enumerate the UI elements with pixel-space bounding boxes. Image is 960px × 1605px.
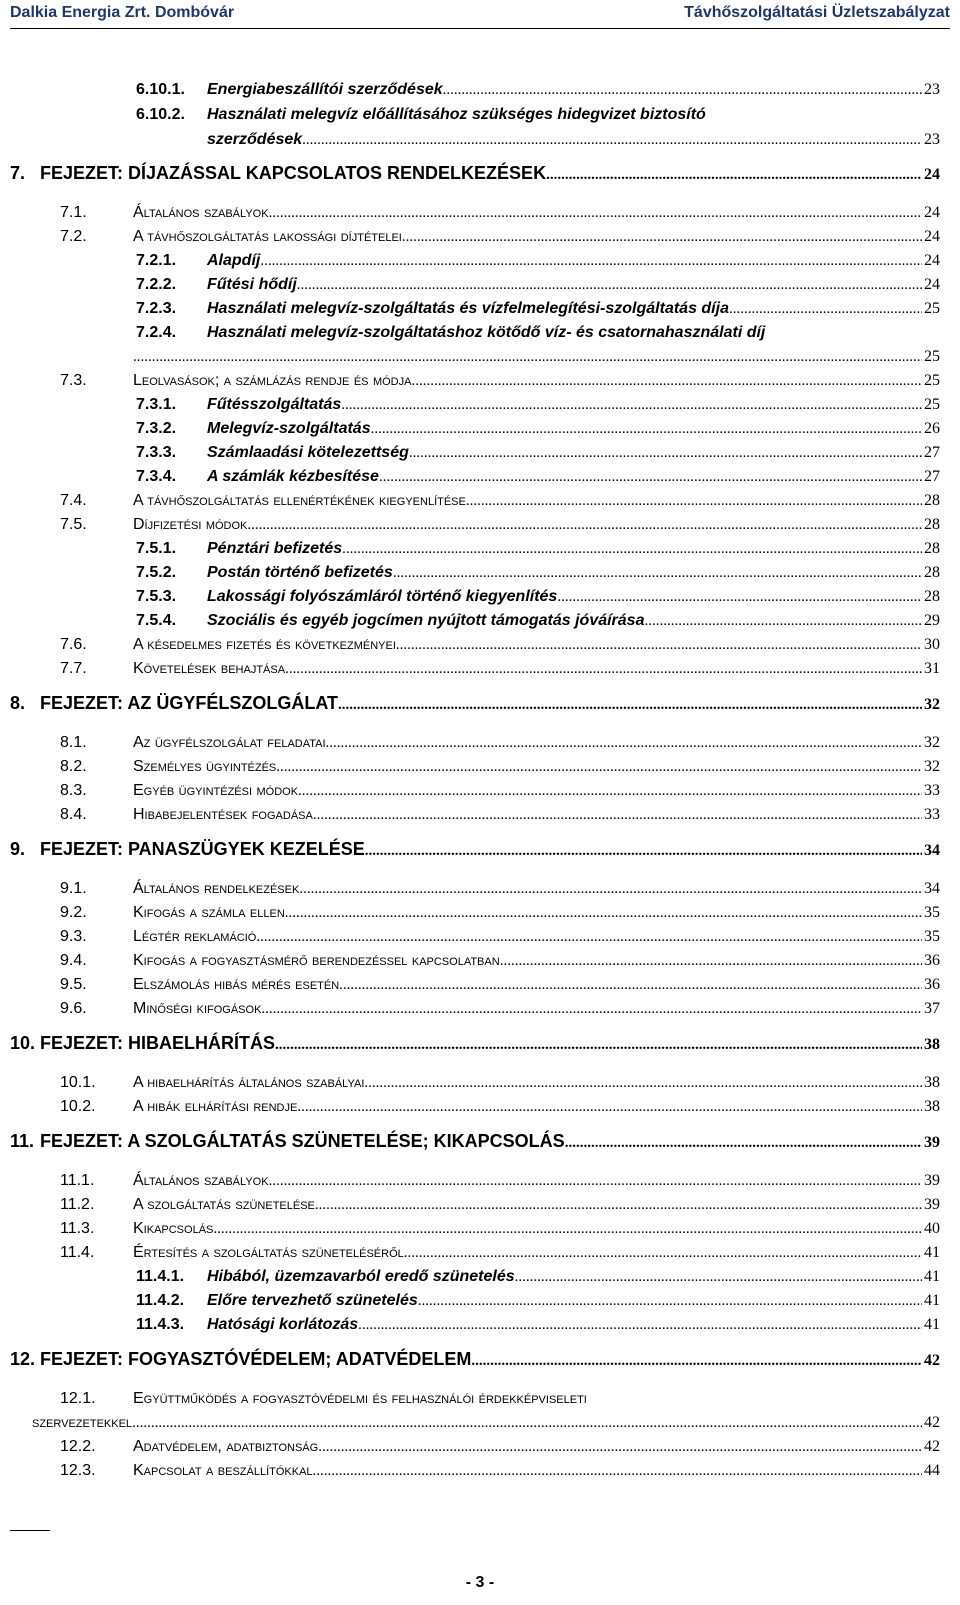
toc-entry-title: Számlaadási kötelezettség <box>207 444 409 461</box>
toc-page-number: 32 <box>924 734 940 751</box>
toc-page-number: 41 <box>924 1316 940 1333</box>
toc-page-number: 39 <box>924 1196 940 1213</box>
toc-page-number: 41 <box>924 1268 940 1285</box>
toc-entry[interactable] <box>0 901 960 925</box>
toc-dot-leader <box>269 1169 922 1193</box>
toc-entry[interactable] <box>0 925 960 949</box>
toc-page-number: 27 <box>924 444 940 461</box>
toc-entry-number: 7.2.4. <box>136 324 177 341</box>
toc-dot-leader <box>342 537 922 561</box>
toc-entry[interactable] <box>0 225 960 249</box>
toc-entry-title: Együttműködés a fogyasztóvédelmi és felhasználói érdekképviseleti <box>133 1390 587 1407</box>
toc-entry-number: 7.2. <box>60 228 87 245</box>
toc-entry[interactable] <box>0 691 960 715</box>
toc-entry-number: 11. <box>10 1131 35 1151</box>
toc-entry-number: 8.1. <box>60 734 87 751</box>
toc-page-number: 41 <box>924 1292 940 1309</box>
toc-entry[interactable] <box>0 1411 960 1435</box>
toc-entry-title: Légtér reklamáció <box>133 928 257 945</box>
toc-dot-leader <box>341 393 922 417</box>
toc-page-number: 32 <box>924 758 940 775</box>
toc-entry-title: Leolvasások; a számlázás rendje és módja <box>133 372 412 389</box>
toc-entry-title: Általános szabályok <box>133 1172 269 1189</box>
toc-page-number: 40 <box>924 1220 940 1237</box>
toc-dot-leader <box>269 201 922 225</box>
toc-page-number: 28 <box>924 564 940 581</box>
toc-entry-number: 7.7. <box>60 660 87 677</box>
toc-dot-leader <box>565 1131 922 1155</box>
toc-page-number: 25 <box>924 348 940 365</box>
toc-entry-number: 11.4.3. <box>136 1316 185 1333</box>
toc-dot-leader <box>298 779 922 803</box>
toc-entry-title: FEJEZET: FOGYASZTÓVÉDELEM; ADATVÉDELEM <box>40 1349 472 1369</box>
toc-dot-leader <box>299 877 922 901</box>
toc-entry-title: FEJEZET: AZ ÜGYFÉLSZOLGÁLAT <box>40 693 338 713</box>
toc-entry-number: 7.3.4. <box>136 468 177 485</box>
toc-entry[interactable] <box>0 561 960 585</box>
toc-page-number: 34 <box>924 880 940 897</box>
toc-entry-number: 10. <box>10 1033 36 1053</box>
header-company: Dalkia Energia Zrt. Dombóvár <box>10 4 235 21</box>
toc-dot-leader <box>318 1435 922 1459</box>
toc-entry-number: 7.5.2. <box>136 564 177 581</box>
toc-entry-title: Használati melegvíz előállításához szükséges hidegvizet biztosító <box>207 106 706 123</box>
toc-entry-number: 8.4. <box>60 806 87 823</box>
toc-entry[interactable] <box>0 78 960 102</box>
toc-entry-number: 8. <box>10 693 26 713</box>
header-document-title: Távhőszolgáltatási Üzletszabályzat <box>684 4 950 21</box>
toc-page-number: 25 <box>924 396 940 413</box>
toc-entry-number: 11.4. <box>60 1244 95 1261</box>
toc-entry-number: 9.4. <box>60 952 87 969</box>
toc-dot-leader <box>260 249 922 273</box>
toc-dot-leader <box>326 731 922 755</box>
toc-dot-leader <box>256 925 922 949</box>
toc-entry-number: 11.1. <box>60 1172 95 1189</box>
toc-entry-title: Általános rendelkezések <box>133 880 300 897</box>
toc-entry-number: 7.2.3. <box>136 300 177 317</box>
toc-dot-leader <box>358 1313 922 1337</box>
toc-entry[interactable] <box>0 731 960 755</box>
toc-entry[interactable] <box>0 1265 960 1289</box>
toc-dot-leader <box>466 489 922 513</box>
toc-entry[interactable] <box>0 755 960 779</box>
toc-entry-title: FEJEZET: DÍJAZÁSSAL KAPCSOLATOS RENDELKEZÉSEK <box>40 163 547 183</box>
toc-entry-number: 7.5.4. <box>136 612 177 629</box>
toc-entry[interactable] <box>0 973 960 997</box>
toc-page-number: 33 <box>924 782 940 799</box>
toc-entry[interactable] <box>0 1095 960 1119</box>
toc-page-number: 25 <box>924 372 940 389</box>
toc-page-number: 38 <box>924 1098 940 1115</box>
toc-entry-number: 7.3.2. <box>136 420 177 437</box>
toc-entry-title: Díjfizetési módok <box>133 516 248 533</box>
toc-page-number: 28 <box>924 540 940 557</box>
toc-entry[interactable] <box>0 657 960 681</box>
toc-entry[interactable] <box>0 1347 960 1371</box>
toc-page-number: 31 <box>924 660 940 677</box>
toc-entry[interactable] <box>0 489 960 513</box>
toc-entry[interactable] <box>0 537 960 561</box>
toc-page-number: 38 <box>924 1074 940 1091</box>
toc-dot-leader <box>213 1217 922 1241</box>
toc-dot-leader <box>338 693 922 717</box>
toc-entry-title: Személyes ügyintézés <box>133 758 277 775</box>
toc-dot-leader <box>418 1289 922 1313</box>
toc-dot-leader <box>443 78 922 102</box>
toc-page-number: 39 <box>924 1134 940 1151</box>
toc-entry-number: 10.1. <box>60 1074 96 1091</box>
toc-dot-leader <box>261 997 922 1021</box>
toc-dot-leader <box>364 1071 922 1095</box>
toc-entry[interactable] <box>0 465 960 489</box>
toc-entry[interactable] <box>0 1289 960 1313</box>
toc-page-number: 37 <box>924 1000 940 1017</box>
toc-dot-leader <box>402 225 922 249</box>
toc-entry[interactable] <box>0 441 960 465</box>
toc-dot-leader <box>379 465 922 489</box>
toc-dot-leader <box>313 803 922 827</box>
toc-entry[interactable] <box>0 1193 960 1217</box>
toc-page-number: 34 <box>924 842 940 859</box>
toc-page-number: 36 <box>924 952 940 969</box>
toc-entry-title: FEJEZET: PANASZÜGYEK KEZELÉSE <box>40 839 365 859</box>
toc-entry-title: A hibák elhárítási rendje <box>133 1098 298 1115</box>
toc-dot-leader <box>404 1241 922 1265</box>
toc-entry-title: A számlák kézbesítése <box>207 468 379 485</box>
toc-entry-number: 6.10.2. <box>136 106 185 123</box>
toc-page-number: 28 <box>924 588 940 605</box>
toc-dot-leader <box>393 561 922 585</box>
toc-entry[interactable] <box>0 1435 960 1459</box>
toc-entry[interactable] <box>0 249 960 273</box>
toc-dot-leader <box>133 345 922 369</box>
toc-entry[interactable] <box>0 321 960 345</box>
toc-entry-title: Az ügyfélszolgálat feladatai <box>133 734 326 751</box>
toc-entry-title: Kifogás a számla ellen <box>133 904 285 921</box>
toc-dot-leader <box>409 441 922 465</box>
toc-dot-leader <box>557 585 922 609</box>
toc-entry-number: 9.2. <box>60 904 87 921</box>
toc-entry[interactable] <box>0 585 960 609</box>
toc-dot-leader <box>315 1193 922 1217</box>
toc-page-number: 35 <box>924 928 940 945</box>
toc-dot-leader <box>500 949 922 973</box>
toc-entry-number: 9.5. <box>60 976 87 993</box>
toc-page-number: 29 <box>924 612 940 629</box>
toc-entry-title: Alapdíj <box>207 252 261 269</box>
toc-entry-title: szerződések <box>207 131 303 148</box>
toc-entry-title: A szolgáltatás szünetelése <box>133 1196 315 1213</box>
toc-page-number: 41 <box>924 1244 940 1261</box>
toc-page-number: 24 <box>924 252 940 269</box>
toc-entry-number: 9.1. <box>60 880 87 897</box>
toc-page-number: 26 <box>924 420 940 437</box>
toc-dot-leader <box>411 369 922 393</box>
page-number: - 3 - <box>465 1574 495 1591</box>
toc-entry-title: Melegvíz-szolgáltatás <box>207 420 371 437</box>
toc-entry-number: 12.1. <box>60 1390 96 1407</box>
toc-entry-title: szervezetekkel <box>32 1414 133 1431</box>
toc-entry[interactable] <box>0 803 960 827</box>
toc-entry-number: 9. <box>10 839 26 859</box>
toc-entry[interactable] <box>0 297 960 321</box>
toc-dot-leader <box>515 1265 922 1289</box>
toc-dot-leader <box>339 973 922 997</box>
toc-page-number: 38 <box>924 1036 940 1053</box>
toc-entry[interactable] <box>0 161 960 185</box>
toc-entry[interactable] <box>0 779 960 803</box>
toc-page-number: 36 <box>924 976 940 993</box>
toc-dot-leader <box>371 417 922 441</box>
toc-entry[interactable] <box>0 837 960 861</box>
toc-entry-number: 9.6. <box>60 1000 87 1017</box>
toc-entry-number: 7.1. <box>60 204 87 221</box>
toc-entry-title: Hatósági korlátozás <box>207 1316 359 1333</box>
toc-entry-title: Kikapcsolás <box>133 1220 214 1237</box>
toc-entry[interactable] <box>0 1129 960 1153</box>
toc-entry-title: Előre tervezhető szünetelés <box>207 1292 418 1309</box>
toc-entry[interactable] <box>0 1217 960 1241</box>
toc-entry-number: 12. <box>10 1349 36 1369</box>
toc-dot-leader <box>396 633 922 657</box>
toc-entry-number: 9.3. <box>60 928 87 945</box>
toc-page-number: 42 <box>924 1414 940 1431</box>
toc-dot-leader <box>365 839 922 863</box>
toc-dot-leader <box>132 1411 922 1435</box>
toc-entry[interactable] <box>0 201 960 225</box>
toc-page-number: 35 <box>924 904 940 921</box>
toc-entry-title: A késedelmes fizetés és következményei <box>133 636 396 653</box>
toc-entry[interactable] <box>0 1169 960 1193</box>
toc-page-number: 24 <box>924 228 940 245</box>
toc-entry[interactable] <box>0 1241 960 1265</box>
toc-entry-title: Kapcsolat a beszállítókkal <box>133 1462 313 1479</box>
toc-entry[interactable] <box>0 949 960 973</box>
toc-page-number: 28 <box>924 516 940 533</box>
toc-entry-number: 8.3. <box>60 782 87 799</box>
toc-dot-leader <box>644 609 922 633</box>
toc-dot-leader <box>275 1033 922 1057</box>
toc-page-number: 28 <box>924 492 940 509</box>
toc-entry[interactable] <box>0 417 960 441</box>
toc-entry[interactable] <box>0 345 960 369</box>
toc-entry-title: Adatvédelem, adatbiztonság <box>133 1438 319 1455</box>
toc-page-number: 42 <box>924 1352 940 1369</box>
toc-page-number: 23 <box>924 81 940 98</box>
toc-entry[interactable] <box>0 997 960 1021</box>
toc-entry-number: 10.2. <box>60 1098 96 1115</box>
toc-entry-number: 7.5.1. <box>136 540 177 557</box>
toc-page-number: 39 <box>924 1172 940 1189</box>
toc-entry-number: 7.3. <box>60 372 87 389</box>
toc-entry-number: 11.4.1. <box>136 1268 185 1285</box>
toc-entry-number: 7.3.3. <box>136 444 177 461</box>
toc-page-number: 32 <box>924 696 940 713</box>
toc-entry-title: Postán történő befizetés <box>207 564 393 581</box>
toc-dot-leader <box>297 273 922 297</box>
toc-dot-leader <box>285 657 922 681</box>
toc-entry-title: Kifogás a fogyasztásmérő berendezéssel kapcsolatban <box>133 952 500 969</box>
toc-entry-number: 12.2. <box>60 1438 96 1455</box>
toc-dot-leader <box>276 755 922 779</box>
toc-entry[interactable] <box>0 513 960 537</box>
toc-entry-number: 7. <box>10 163 26 183</box>
toc-entry-number: 7.2.2. <box>136 276 177 293</box>
toc-entry[interactable] <box>0 877 960 901</box>
toc-entry-title: Fűtésszolgáltatás <box>207 396 342 413</box>
toc-entry-title: Minőségi kifogások <box>133 1000 262 1017</box>
toc-page-number: 24 <box>924 166 940 183</box>
toc-entry[interactable] <box>0 1387 960 1411</box>
toc-entry-title: Elszámolás hibás mérés esetén <box>133 976 340 993</box>
toc-dot-leader <box>297 1095 922 1119</box>
toc-entry-title: Lakossági folyószámláról történő kiegyenlítés <box>207 588 558 605</box>
toc-entry-title: Pénztári befizetés <box>207 540 343 557</box>
toc-page-number: 30 <box>924 636 940 653</box>
toc-dot-leader <box>313 1459 922 1483</box>
toc-page-number: 42 <box>924 1438 940 1455</box>
toc-entry[interactable] <box>0 1031 960 1055</box>
footer-divider <box>10 1530 50 1531</box>
toc-entry[interactable] <box>0 633 960 657</box>
toc-entry[interactable] <box>0 369 960 393</box>
toc-page-number: 25 <box>924 300 940 317</box>
toc-page-number: 24 <box>924 276 940 293</box>
toc-entry-title: A hibaelhárítás általános szabályai <box>133 1074 365 1091</box>
toc-entry-title: Energiabeszállítói szerződések <box>207 81 443 98</box>
toc-entry-number: 7.4. <box>60 492 87 509</box>
toc-entry-title: Hibából, üzemzavarból eredő szünetelés <box>207 1268 515 1285</box>
toc-entry-number: 6.10.1. <box>136 81 185 98</box>
toc-entry-title: FEJEZET: HIBAELHÁRÍTÁS <box>40 1033 276 1053</box>
toc-entry-number: 7.6. <box>60 636 87 653</box>
toc-entry-title: Általános szabályok <box>133 204 269 221</box>
toc-dot-leader <box>247 513 922 537</box>
toc-entry-title: Egyéb ügyintézési módok <box>133 782 299 799</box>
toc-entry[interactable] <box>0 1459 960 1483</box>
toc-page-number: 44 <box>924 1462 940 1479</box>
toc-entry[interactable] <box>0 1313 960 1337</box>
toc-entry-title: Fűtési hődíj <box>207 276 297 293</box>
toc-entry-number: 7.3.1. <box>136 396 177 413</box>
toc-entry[interactable] <box>0 103 960 127</box>
toc-dot-leader <box>729 297 922 321</box>
toc-entry-title: A távhőszolgáltatás ellenértékének kiegyenlítése <box>133 492 466 509</box>
toc-dot-leader <box>302 128 922 152</box>
toc-entry-title: Hibabejelentések fogadása <box>133 806 313 823</box>
toc-entry-number: 11.4.2. <box>136 1292 185 1309</box>
toc-dot-leader <box>285 901 922 925</box>
toc-dot-leader <box>546 163 922 187</box>
toc-entry[interactable] <box>0 393 960 417</box>
toc-entry[interactable] <box>0 1071 960 1095</box>
toc-entry-title: FEJEZET: A SZOLGÁLTATÁS SZÜNETELÉSE; KIKAPCSOLÁS <box>40 1131 565 1151</box>
toc-entry-title: Használati melegvíz-szolgáltatás és vízfelmelegítési-szolgáltatás díja <box>207 300 729 317</box>
toc-entry[interactable] <box>0 128 960 152</box>
toc-page-number: 24 <box>924 204 940 221</box>
toc-entry[interactable] <box>0 273 960 297</box>
toc-dot-leader <box>471 1349 922 1373</box>
toc-entry-number: 11.3. <box>60 1220 95 1237</box>
toc-entry-number: 11.2. <box>60 1196 95 1213</box>
toc-entry-title: A távhőszolgáltatás lakossági díjtételei <box>133 228 402 245</box>
toc-entry-number: 8.2. <box>60 758 87 775</box>
toc-entry-title: Szociális és egyéb jogcímen nyújtott támogatás jóváírása <box>207 612 645 629</box>
toc-entry-title: Használati melegvíz-szolgáltatáshoz kötődő víz- és csatornahasználati díj <box>207 324 766 341</box>
toc-page-number: 27 <box>924 468 940 485</box>
toc-entry-title: Követelések behajtása <box>133 660 286 677</box>
toc-entry-number: 7.2.1. <box>136 252 177 269</box>
toc-page-number: 23 <box>924 131 940 148</box>
toc-entry-number: 12.3. <box>60 1462 96 1479</box>
toc-page-number: 33 <box>924 806 940 823</box>
toc-entry-number: 7.5.3. <box>136 588 177 605</box>
toc-entry-number: 7.5. <box>60 516 87 533</box>
toc-entry-title: Értesítés a szolgáltatás szüneteléséről <box>133 1244 404 1261</box>
toc-entry[interactable] <box>0 609 960 633</box>
